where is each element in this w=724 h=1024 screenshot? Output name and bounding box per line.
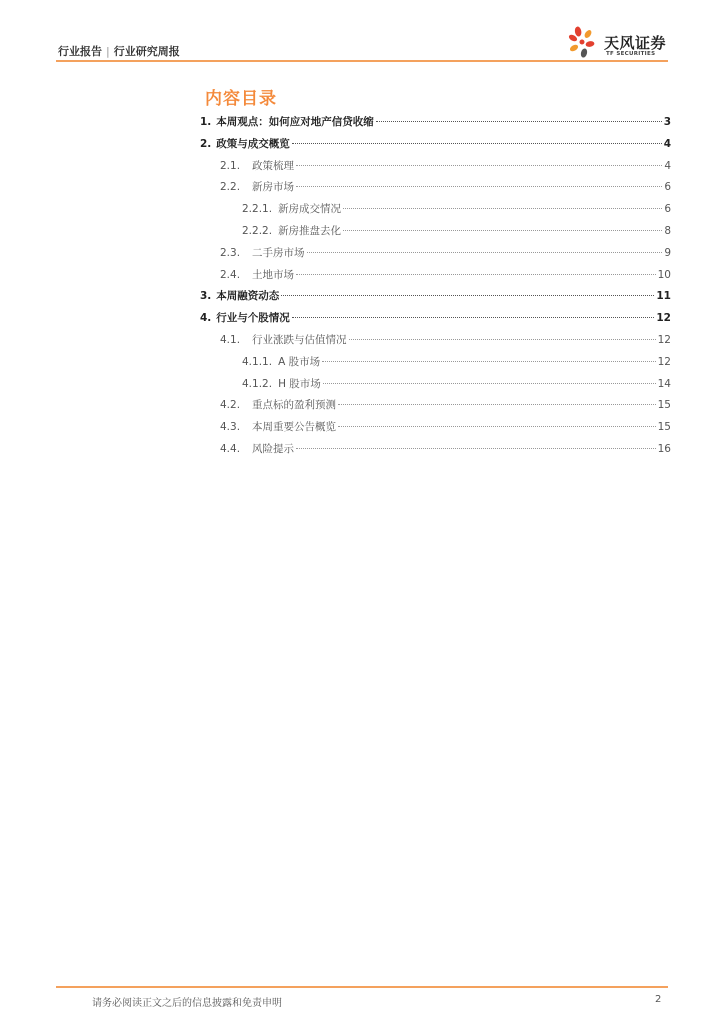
toc-entry-text: 重点标的盈利预测 [252,399,337,412]
toc-entry-number: 2.3. [220,246,241,259]
toc-entry[interactable] [220,332,671,348]
toc-entry-text: A 股市场 [278,355,321,368]
toc-entry-number: 2.2.1. [242,203,273,216]
toc-entry-page: 9 [664,246,671,259]
toc-entry-page: 6 [664,181,671,194]
toc-entry[interactable] [220,267,671,283]
toc-entry[interactable] [200,310,671,326]
category-label: 行业报告 [58,45,102,58]
toc-entry-page: 12 [656,312,671,325]
logo-name: 天风证券 [604,34,667,52]
toc-leader-dots [296,165,662,166]
toc-entry-page: 3 [663,116,671,128]
toc-entry-text: 新房成交情况 [278,203,342,216]
header-divider [56,60,668,62]
toc-entry[interactable] [200,136,671,152]
toc-entry-text: 行业与个股情况 [216,312,290,325]
toc-leader-dots [322,361,656,362]
toc-entry-text: 政策与成交概览 [216,137,290,150]
toc-leader-dots [296,274,656,275]
toc-entry-page: 4 [664,159,671,172]
toc-entry-text: 风险提示 [252,443,295,455]
toc-entry-number: 4.2. [220,399,241,412]
toc-entry-page: 11 [656,290,671,303]
toc-entry-number: 4.1.1. [242,355,273,368]
toc-entry[interactable] [220,245,671,261]
toc-entry[interactable] [242,376,671,392]
toc-leader-dots [292,143,662,144]
toc-entry-number: 2. [200,137,212,150]
toc-entry[interactable] [200,114,671,130]
toc-entry-number: 1. [200,116,212,128]
report-category [58,43,180,59]
toc-leader-dots [349,339,656,340]
toc-entry-text: 土地市场 [252,268,295,281]
toc-entry-text: 新房市场 [252,181,295,194]
toc-entry-text: 二手房市场 [252,246,305,259]
toc-entry[interactable] [220,158,671,174]
toc-entry-number: 2.4. [220,268,241,281]
footer-disclaimer[interactable]: 请务必阅读正文之后的信息披露和免责申明 [92,998,282,1009]
toc-entry-page: 6 [664,203,671,216]
toc-entry[interactable] [220,441,671,457]
header-separator: | [106,45,110,58]
toc-entry[interactable] [242,354,671,370]
toc-entry[interactable] [220,179,671,195]
toc-entry-page: 14 [657,377,671,390]
toc-entry-number: 3. [200,290,212,303]
toc-title: 内容目录 [205,89,277,109]
toc-entry-text: 行业涨跌与估值情况 [252,334,347,346]
toc-leader-dots [296,186,662,187]
toc-entry-number: 2.2.2. [242,225,273,237]
toc-entry-text: H 股市场 [278,377,321,390]
toc-entry-text: 本周观点：如何应对地产信贷收缩 [216,116,374,128]
toc-entry-text: 新房推盘去化 [278,225,342,237]
toc-entry-text: 本周融资动态 [216,290,280,303]
toc-entry-page: 12 [657,334,671,346]
toc-entry-number: 4.4. [220,443,241,455]
toc-entry-number: 4.1. [220,334,241,346]
toc-entry[interactable] [220,419,671,435]
toc-entry-page: 4 [663,137,671,150]
toc-leader-dots [338,404,656,405]
toc-entry-number: 4.3. [220,421,241,434]
toc-entry-page: 8 [664,225,671,237]
toc-leader-dots [296,448,656,449]
toc-entry-text: 本周重要公告概览 [252,421,337,434]
toc-entry-number: 4. [200,312,212,325]
subcategory-label: 行业研究周报 [113,45,180,58]
toc-entry[interactable] [220,397,671,413]
toc-leader-dots [281,295,654,296]
toc-leader-dots [343,230,662,231]
toc-entry-page: 10 [657,268,671,281]
toc-leader-dots [338,426,656,427]
toc-entry-number: 2.2. [220,181,241,194]
toc-entry[interactable] [242,223,671,239]
logo-subtitle: TF SECURITIES [606,51,656,57]
toc-leader-dots [376,121,662,122]
toc-entry-page: 16 [657,443,671,455]
toc-entry-page: 15 [657,399,671,412]
toc-entry-number: 4.1.2. [242,377,273,390]
toc-entry[interactable] [242,201,671,217]
footer-divider [56,986,668,988]
toc-entry[interactable] [200,288,671,304]
toc-entry-number: 2.1. [220,159,241,172]
page-number: 2 [655,994,662,1005]
toc-entry-text: 政策梳理 [252,159,295,172]
toc-leader-dots [292,317,655,318]
toc-entry-page: 15 [657,421,671,434]
toc-leader-dots [323,383,656,384]
toc-leader-dots [307,252,663,253]
toc-leader-dots [343,208,662,209]
toc-entry-page: 12 [657,355,671,368]
